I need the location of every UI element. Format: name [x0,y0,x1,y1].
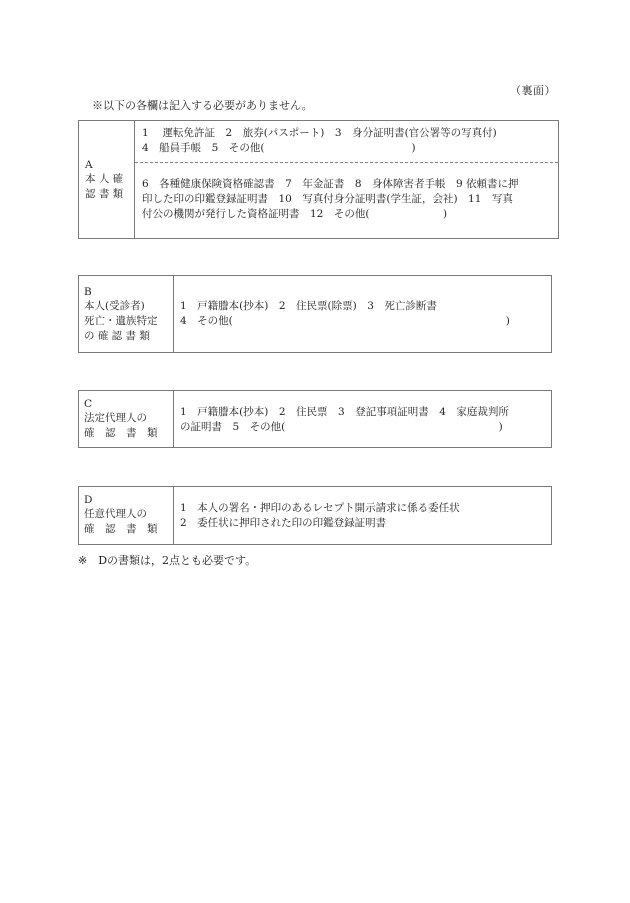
section-d-letter: D [84,494,93,506]
section-a-item-line: 6 各種健康保険資格確認書 7 年金証書 8 身体障害者手帳 9 依頼書に押 [142,178,519,190]
section-c-item-line: 1 戸籍謄本(抄本) 2 住民票 3 登記事項証明書 4 家庭裁判所 [180,406,509,418]
section-b-box [78,275,552,353]
section-c-title-line2: 確 認 書 類 [84,427,158,439]
section-c-letter: C [84,398,93,410]
section-a-dashed-divider [135,162,558,163]
section-a-title-line1: 本 人 確 [85,173,124,185]
section-c-box [78,390,552,448]
section-a-item-line: 1 運転免許証 2 旅券(パスポート) 3 身分証明書(官公署等の写真付) [142,127,497,139]
section-a-title-line2: 認 書 類 [85,188,124,200]
section-a-item-line: 4 船員手帳 5 その他( ) [142,142,416,154]
section-d-box [78,486,552,545]
section-a-item-line: 付公の機関が発行した資格証明書 12 その他( ) [142,208,448,220]
section-d-content [174,487,551,544]
section-c-heading [79,391,174,447]
section-c-item-line: の証明書 5 その他( ) [180,421,503,433]
section-d-heading [79,487,174,544]
section-d-item-line: 2 委任状に押印された印の印鑑登録証明書 [180,517,387,529]
bottom-note: ※ Dの書類は，2点とも必要です。 [78,554,257,567]
section-b-title-line3: の 確 認 書 類 [84,330,150,342]
section-a-letter: A [85,159,93,171]
section-a-box [78,120,559,239]
section-c-title-line1: 法定代理人の [84,412,147,424]
section-a-heading [79,121,135,238]
section-b-title-line1: 本人(受診者) [84,300,145,312]
section-d-title-line1: 任意代理人の [84,508,147,520]
section-b-item-line: 1 戸籍謄本(抄本) 2 住民票(除票) 3 死亡診断書 [180,300,437,312]
top-note: ※以下の各欄は記入する必要がありません。 [92,99,313,112]
section-b-title-line2: 死亡・遺族特定 [84,315,158,327]
reverse-side-label: （裏面） [510,84,556,97]
section-b-item-line: 4 その他( ) [180,315,510,327]
section-b-letter: B [84,286,92,298]
section-d-item-line: 1 本人の署名・押印のあるレセプト開示請求に係る委任状 [180,502,460,514]
section-d-title-line2: 確 認 書 類 [84,523,158,535]
section-c-content [174,391,551,447]
section-b-content [174,276,551,352]
section-b-heading [79,276,174,352]
section-a-content [135,121,558,238]
section-a-item-line: 印した印の印鑑登録証明書 10 写真付身分証明書(学生証，会社) 11 写真 [142,193,513,205]
